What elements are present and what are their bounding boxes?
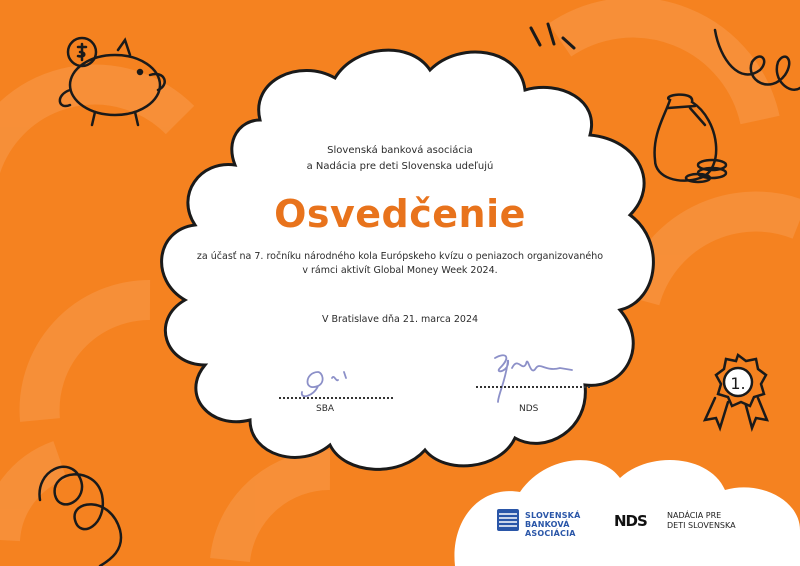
sba-logo-icon	[497, 509, 519, 531]
sba-logo-line2: BANKOVÁ	[525, 520, 570, 529]
sba-signature-label: SBA	[316, 404, 335, 414]
badge-number: 1.	[730, 374, 746, 393]
nds-signature-line	[476, 386, 590, 388]
certificate-title: Osvedčenie	[274, 192, 526, 236]
reason-text	[0, 250, 800, 278]
nds-logo-mark: NDS	[614, 512, 647, 530]
nds-signature-label: NDS	[519, 404, 539, 414]
reason-line1: za účasť na 7. ročníku národného kola Európskeho kvízu o peniazoch organizovaného	[196, 251, 604, 262]
sba-logo-text	[525, 511, 580, 538]
issuer-text	[0, 143, 800, 175]
nds-logo-text	[667, 511, 736, 531]
place-date: V Bratislave dňa 21. marca 2024	[321, 314, 479, 325]
issuer-line2: a Nadácia pre deti Slovenska udeľujú	[306, 161, 494, 172]
sba-signature-line	[279, 397, 393, 399]
sba-logo-line3: ASOCIÁCIA	[525, 529, 576, 538]
nds-logo-line2: DETI SLOVENSKA	[667, 521, 736, 530]
reason-line2: v rámci aktivít Global Money Week 2024.	[302, 265, 498, 276]
nds-logo-line1: NADÁCIA PRE	[667, 511, 722, 520]
sba-logo-line1: SLOVENSKÁ	[525, 511, 581, 520]
issuer-line1: Slovenská banková asociácia	[327, 145, 473, 156]
